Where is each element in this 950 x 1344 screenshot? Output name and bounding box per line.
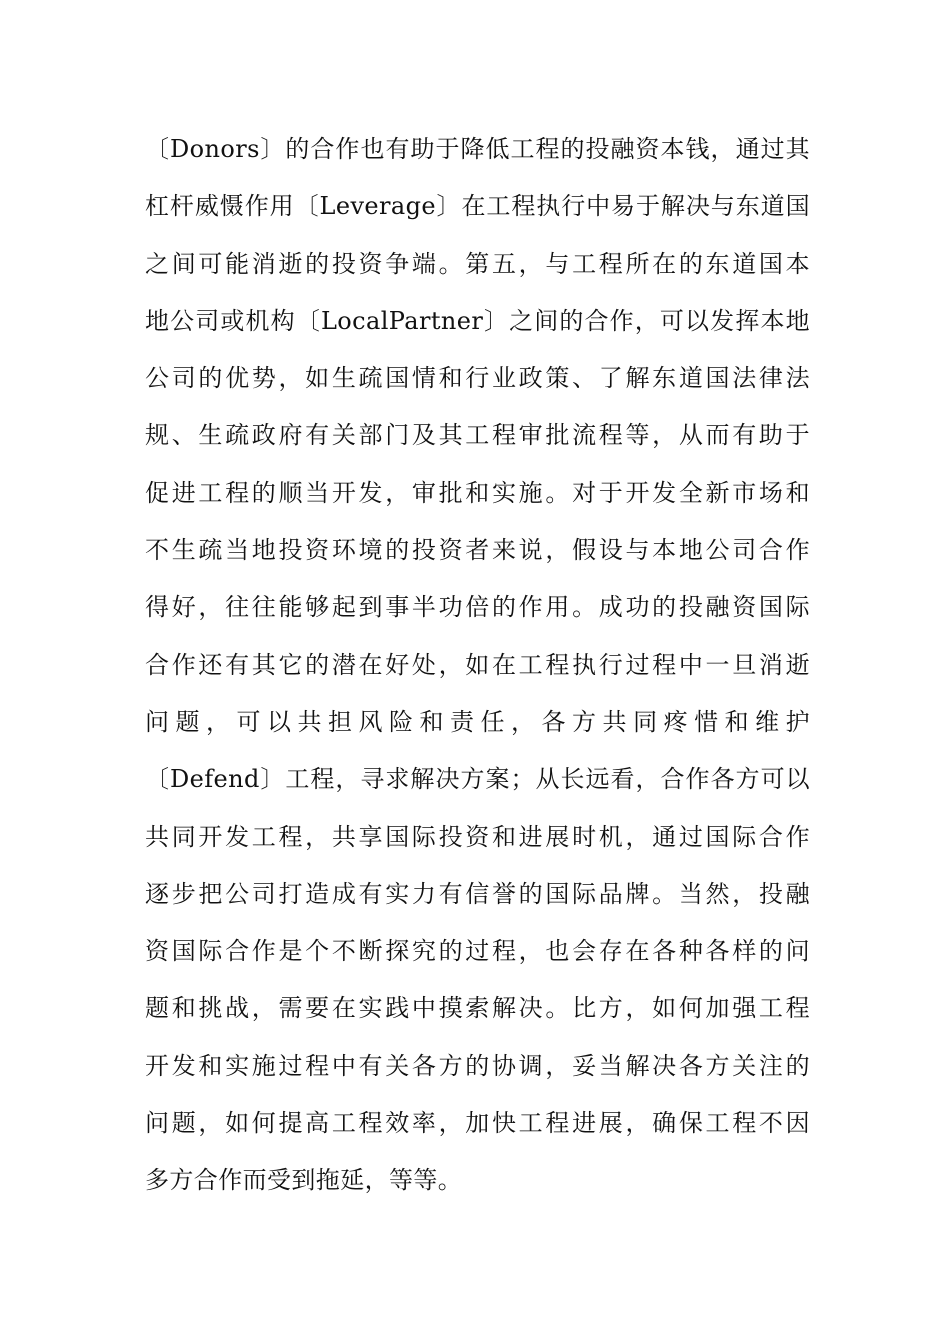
paragraph-line-11: 问题，可以共担风险和责任，各方共同疼惜和维护 — [145, 707, 810, 736]
paragraph-line-7: 促进工程的顺当开发，审批和实施。对于开发全新市场和 — [145, 478, 810, 507]
paragraph-line-8: 不生疏当地投资环境的投资者来说，假设与本地公司合作 — [145, 536, 810, 565]
paragraph-line-6: 规、生疏政府有关部门及其工程审批流程等，从而有助于 — [145, 421, 810, 450]
paragraph-line-1: 〔Donors〕的合作也有助于降低工程的投融资本钱，通过其 — [145, 135, 810, 163]
paragraph-line-2: 杠杆威慑作用〔Leverage〕在工程执行中易于解决与东道国 — [145, 192, 810, 221]
paragraph-line-13: 共同开发工程，共享国际投资和进展时机，通过国际合作 — [145, 822, 810, 851]
paragraph-line-19: 多方合作而受到拖延，等等。 — [145, 1166, 463, 1195]
paragraph-line-10: 合作还有其它的潜在好处，如在工程执行过程中一旦消逝 — [145, 650, 810, 679]
paragraph-line-16: 题和挑战，需要在实践中摸索解决。比方，如何加强工程 — [145, 994, 810, 1023]
paragraph-line-14: 逐步把公司打造成有实力有信誉的国际品牌。当然，投融 — [145, 879, 810, 908]
paragraph-line-4: 地公司或机构〔LocalPartner〕之间的合作，可以发挥本地 — [145, 306, 810, 335]
body-paragraph — [145, 126, 810, 1215]
paragraph-line-3: 之间可能消逝的投资争端。第五，与工程所在的东道国本 — [145, 249, 810, 278]
paragraph-line-12: 〔Defend〕工程，寻求解决方案；从长远看，合作各方可以 — [145, 765, 810, 794]
paragraph-line-17: 开发和实施过程中有关各方的协调，妥当解决各方关注的 — [145, 1051, 810, 1080]
paragraph-line-18: 问题，如何提高工程效率，加快工程进展，确保工程不因 — [145, 1109, 810, 1138]
paragraph-line-15: 资国际合作是个不断探究的过程，也会存在各种各样的问 — [145, 937, 810, 966]
paragraph-line-9: 得好，往往能够起到事半功倍的作用。成功的投融资国际 — [145, 593, 810, 622]
paragraph-line-5: 公司的优势，如生疏国情和行业政策、了解东道国法律法 — [145, 364, 810, 393]
